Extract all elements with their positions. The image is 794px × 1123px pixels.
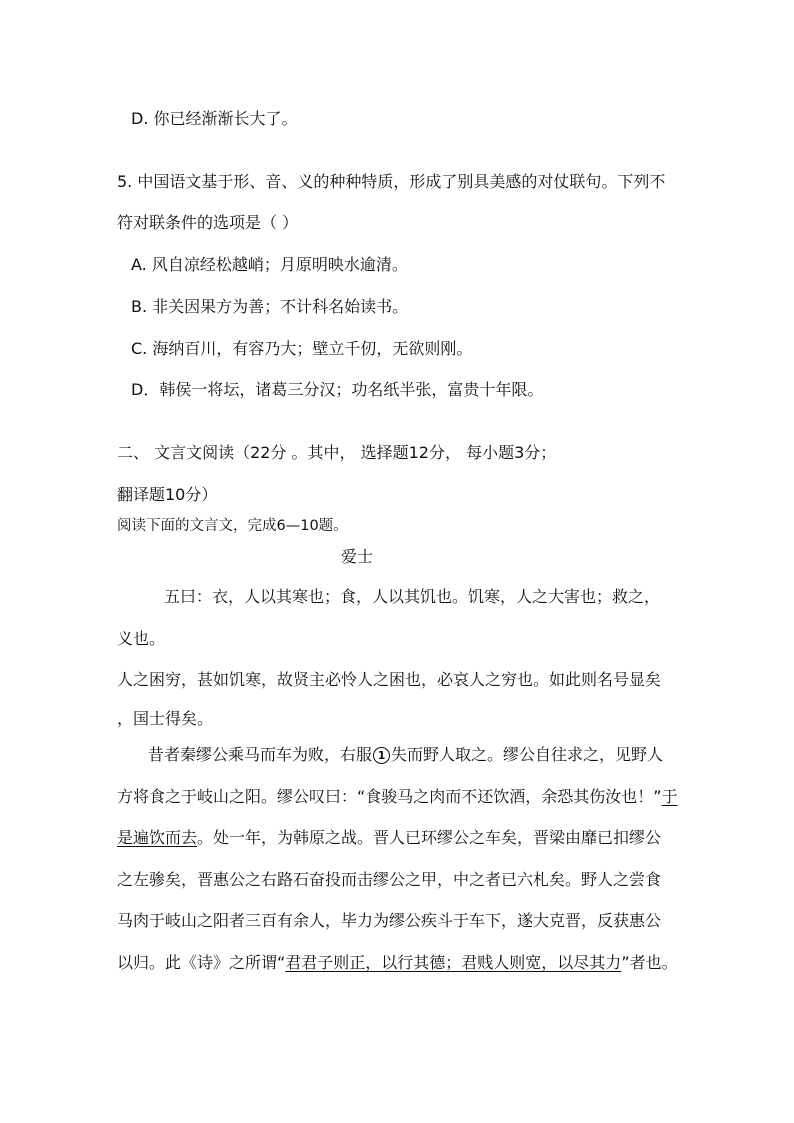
passage-p3-line-6 (117, 953, 678, 973)
p3-line-3-text: 。处一年，为韩原之战。晋人已环缪公之车矣，晋梁由靡已扣缪公 (197, 828, 662, 847)
passage-p3-line-3 (117, 828, 661, 848)
question-5-stem-line-1: 5. 中国语文基于形、音、义的种种特质，形成了别具美感的对仗联句。下列不 (117, 172, 666, 191)
footnote-marker-1: 1 (373, 747, 390, 764)
passage-p1-line-1: 五曰：衣，人以其寒也；食，人以其饥也。饥寒，人之大害也；救之， (164, 587, 661, 606)
passage-p3-line-5: 马肉于岐山之阳者三百有余人，毕力为缪公疾斗于车下，遂大克晋，反获惠公 (117, 911, 662, 930)
passage-p3-line-1 (148, 745, 663, 765)
p3-line-6-text-b: ”者也。 (621, 953, 678, 972)
passage-p2-line-2: ，国士得矣。 (117, 709, 214, 728)
p3-line-2-underlined: 于 (661, 787, 678, 806)
section-2-heading-line-2: 翻译题10分） (117, 485, 218, 504)
passage-p1-line-2: 义也。 (117, 629, 166, 648)
p3-line-6-text-a: 以归。此《诗》之所谓“ (117, 953, 286, 972)
p3-line-2-text: 方将食之于岐山之阳。缪公叹曰：“食骏马之肉而不还饮酒，余恐其伤汝也！” (117, 787, 662, 806)
question-5-option-c: C. 海纳百川，有容乃大；壁立千仞，无欲则刚。 (131, 339, 473, 358)
p3-line-3-underlined: 是遍饮而去 (117, 828, 198, 847)
question-5-option-a: A. 风自凉经松越峭；月原明映水逾清。 (131, 255, 408, 274)
section-2-heading-line-1: 二、 文言文阅读（22分 。其中， 选择题12分， 每小题3分； (117, 443, 557, 462)
passage-p3-line-4: 之左骖矣，晋惠公之右路石奋投而击缪公之甲，中之者已六札矣。野人之尝食 (117, 870, 662, 889)
question-5-stem-line-2: 符对联条件的选项是（ ） (117, 213, 299, 232)
passage-p2-line-1: 人之困穷，甚如饥寒，故贤主必怜人之困也，必哀人之穷也。如此则名号显矣 (117, 670, 662, 689)
question-5-option-d: D．韩侯一将坛，诸葛三分汉；功名纸半张，富贵十年限。 (131, 380, 544, 399)
p3-line-6-underlined-quote: 君君子则正，以行其德；君贱人则宽，以尽其力 (285, 953, 622, 972)
section-2-instruction: 阅读下面的文言文，完成6—10题。 (117, 518, 348, 534)
question-4-option-d: D. 你已经渐渐长大了。 (131, 109, 298, 128)
question-5-option-b: B. 非关因果方为善；不计科名始读书。 (131, 297, 409, 316)
p3-line-1-text-a: 昔者秦缪公乘马而车为败，右服 (148, 745, 373, 764)
passage-title: 爱士 (341, 547, 374, 566)
passage-p3-line-2 (117, 787, 678, 807)
p3-line-1-text-b: 失而野人取之。缪公自往求之，见野人 (391, 745, 664, 764)
